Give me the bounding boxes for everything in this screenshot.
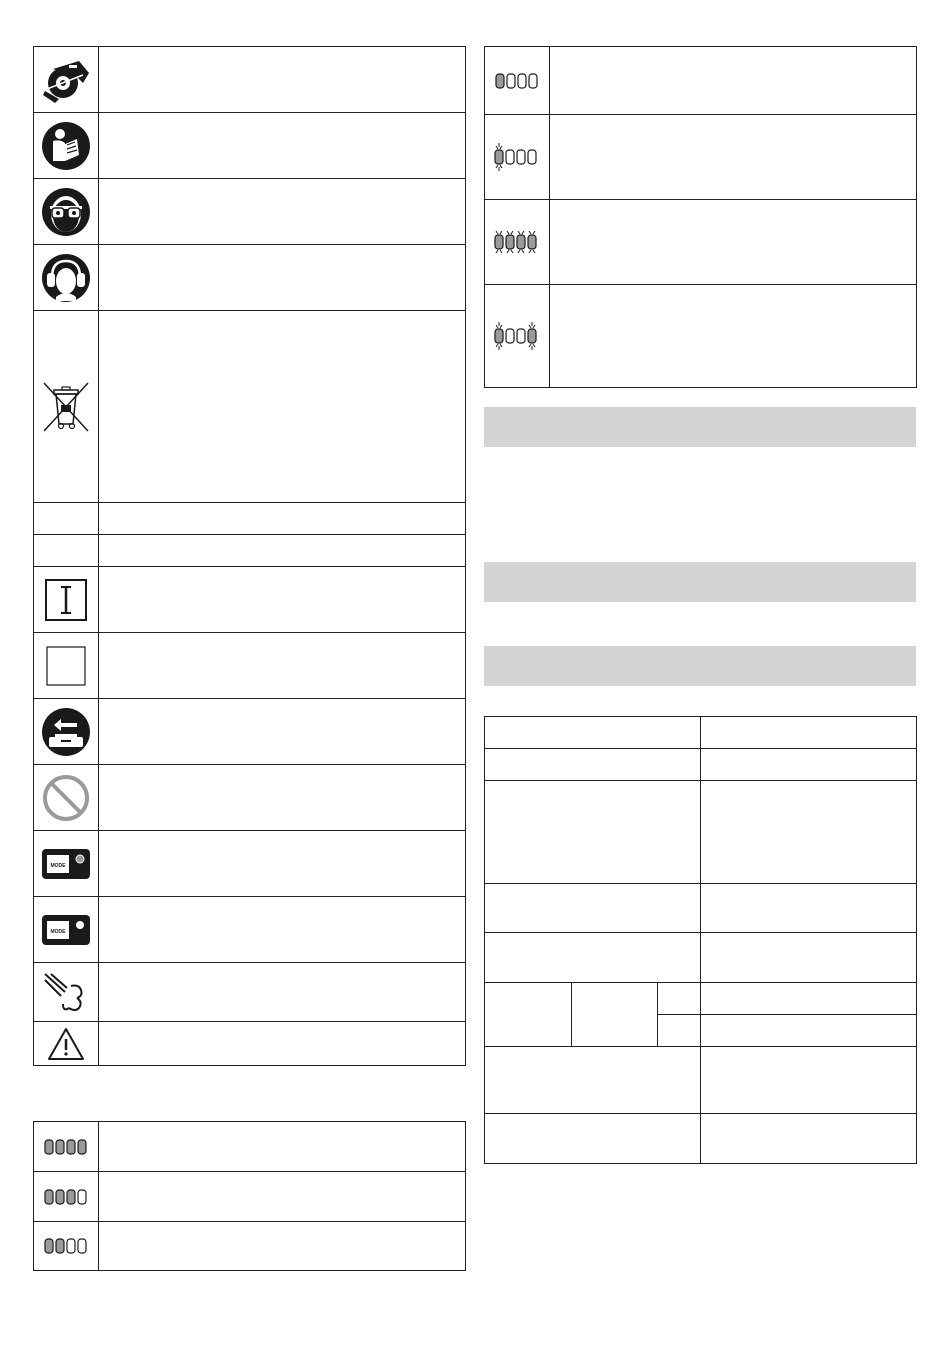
ear-protection-icon <box>34 245 99 311</box>
section-heading-bar <box>484 407 916 447</box>
symbol-row <box>34 963 466 1022</box>
mode-label: MODE <box>50 862 66 869</box>
symbol-row <box>34 765 466 831</box>
weee-crossed-bin-icon <box>34 311 99 503</box>
symbol-description <box>99 831 466 897</box>
dust-extraction-icon <box>34 963 99 1022</box>
symbol-description <box>99 535 466 567</box>
spec-label <box>485 983 572 1047</box>
symbol-description <box>99 1022 466 1066</box>
symbol-description <box>99 897 466 963</box>
symbol-description <box>99 311 466 503</box>
battery-status-description <box>550 200 917 285</box>
spec-value <box>701 1114 917 1164</box>
symbol-description <box>99 245 466 311</box>
square-marking-icon <box>34 633 99 699</box>
symbol-description <box>99 113 466 179</box>
specs-table <box>484 716 917 1164</box>
battery-level-description <box>99 1222 466 1271</box>
spec-value <box>701 1047 917 1114</box>
spec-label <box>485 933 701 983</box>
symbol-row <box>34 699 466 765</box>
spec-value <box>701 933 917 983</box>
symbol-row <box>34 633 466 699</box>
section-heading-bar <box>484 562 916 602</box>
battery-status-row <box>485 115 917 200</box>
spec-label <box>485 749 701 781</box>
battery-status-table <box>484 46 917 388</box>
symbol-cell-empty <box>34 503 99 535</box>
battery-level-row <box>34 1222 466 1271</box>
symbol-row <box>34 567 466 633</box>
spec-value <box>701 884 917 933</box>
spec-label <box>485 884 701 933</box>
battery-status-description <box>550 115 917 200</box>
spec-value <box>701 717 917 749</box>
spec-value <box>701 749 917 781</box>
specs-row <box>485 983 917 1015</box>
battery-status-description <box>550 47 917 115</box>
specs-row <box>485 781 917 884</box>
specs-row <box>485 1114 917 1164</box>
spec-label <box>485 1114 701 1164</box>
prohibition-icon <box>34 765 99 831</box>
battery-outer-blinking-icon <box>485 285 550 388</box>
battery-level-table <box>33 1121 466 1271</box>
mode-label: MODE <box>50 928 66 935</box>
symbol-row <box>34 897 466 963</box>
circular-saw-icon <box>34 47 99 113</box>
symbol-description <box>99 699 466 765</box>
battery-status-row <box>485 47 917 115</box>
battery-1-blinking-icon <box>485 115 550 200</box>
spec-label <box>485 1047 701 1114</box>
battery-1-of-4-icon <box>485 47 550 115</box>
spec-value <box>701 781 917 884</box>
specs-row <box>485 884 917 933</box>
section-heading-bar <box>484 646 916 686</box>
symbol-row <box>34 503 466 535</box>
symbol-table <box>33 46 466 1066</box>
read-manual-icon <box>34 113 99 179</box>
symbol-description <box>99 633 466 699</box>
battery-status-description <box>550 285 917 388</box>
specs-row <box>485 933 917 983</box>
symbol-row <box>34 179 466 245</box>
mode-panel-indicator-icon <box>34 831 99 897</box>
battery-2-of-4-icon <box>34 1222 99 1271</box>
specs-row <box>485 749 917 781</box>
remove-battery-icon <box>34 699 99 765</box>
symbol-row <box>34 831 466 897</box>
battery-status-row <box>485 285 917 388</box>
symbol-description <box>99 567 466 633</box>
battery-3-of-4-icon <box>34 1172 99 1222</box>
symbol-row <box>34 47 466 113</box>
symbol-row <box>34 1022 466 1066</box>
spec-sub-row-label <box>658 983 701 1015</box>
symbol-cell-empty <box>34 535 99 567</box>
symbol-description <box>99 765 466 831</box>
spec-value <box>701 1015 917 1047</box>
specs-row <box>485 1047 917 1114</box>
symbol-row <box>34 245 466 311</box>
symbol-description <box>99 47 466 113</box>
battery-level-row <box>34 1172 466 1222</box>
specs-row <box>485 717 917 749</box>
symbol-row <box>34 535 466 567</box>
battery-level-description <box>99 1122 466 1172</box>
battery-level-description <box>99 1172 466 1222</box>
spec-label <box>485 781 701 884</box>
spec-value <box>701 983 917 1015</box>
spec-sub-label <box>572 983 658 1047</box>
spec-label <box>485 717 701 749</box>
symbol-description <box>99 503 466 535</box>
spec-sub-row-label <box>658 1015 701 1047</box>
warning-triangle-icon <box>34 1022 99 1066</box>
battery-status-row <box>485 200 917 285</box>
symbol-row <box>34 113 466 179</box>
eye-protection-icon <box>34 179 99 245</box>
symbol-row <box>34 311 466 503</box>
battery-all-blinking-icon <box>485 200 550 285</box>
symbol-description <box>99 179 466 245</box>
symbol-description <box>99 963 466 1022</box>
class-ii-marking-icon <box>34 567 99 633</box>
battery-4-of-4-icon <box>34 1122 99 1172</box>
mode-panel-button-icon <box>34 897 99 963</box>
battery-level-row <box>34 1122 466 1172</box>
